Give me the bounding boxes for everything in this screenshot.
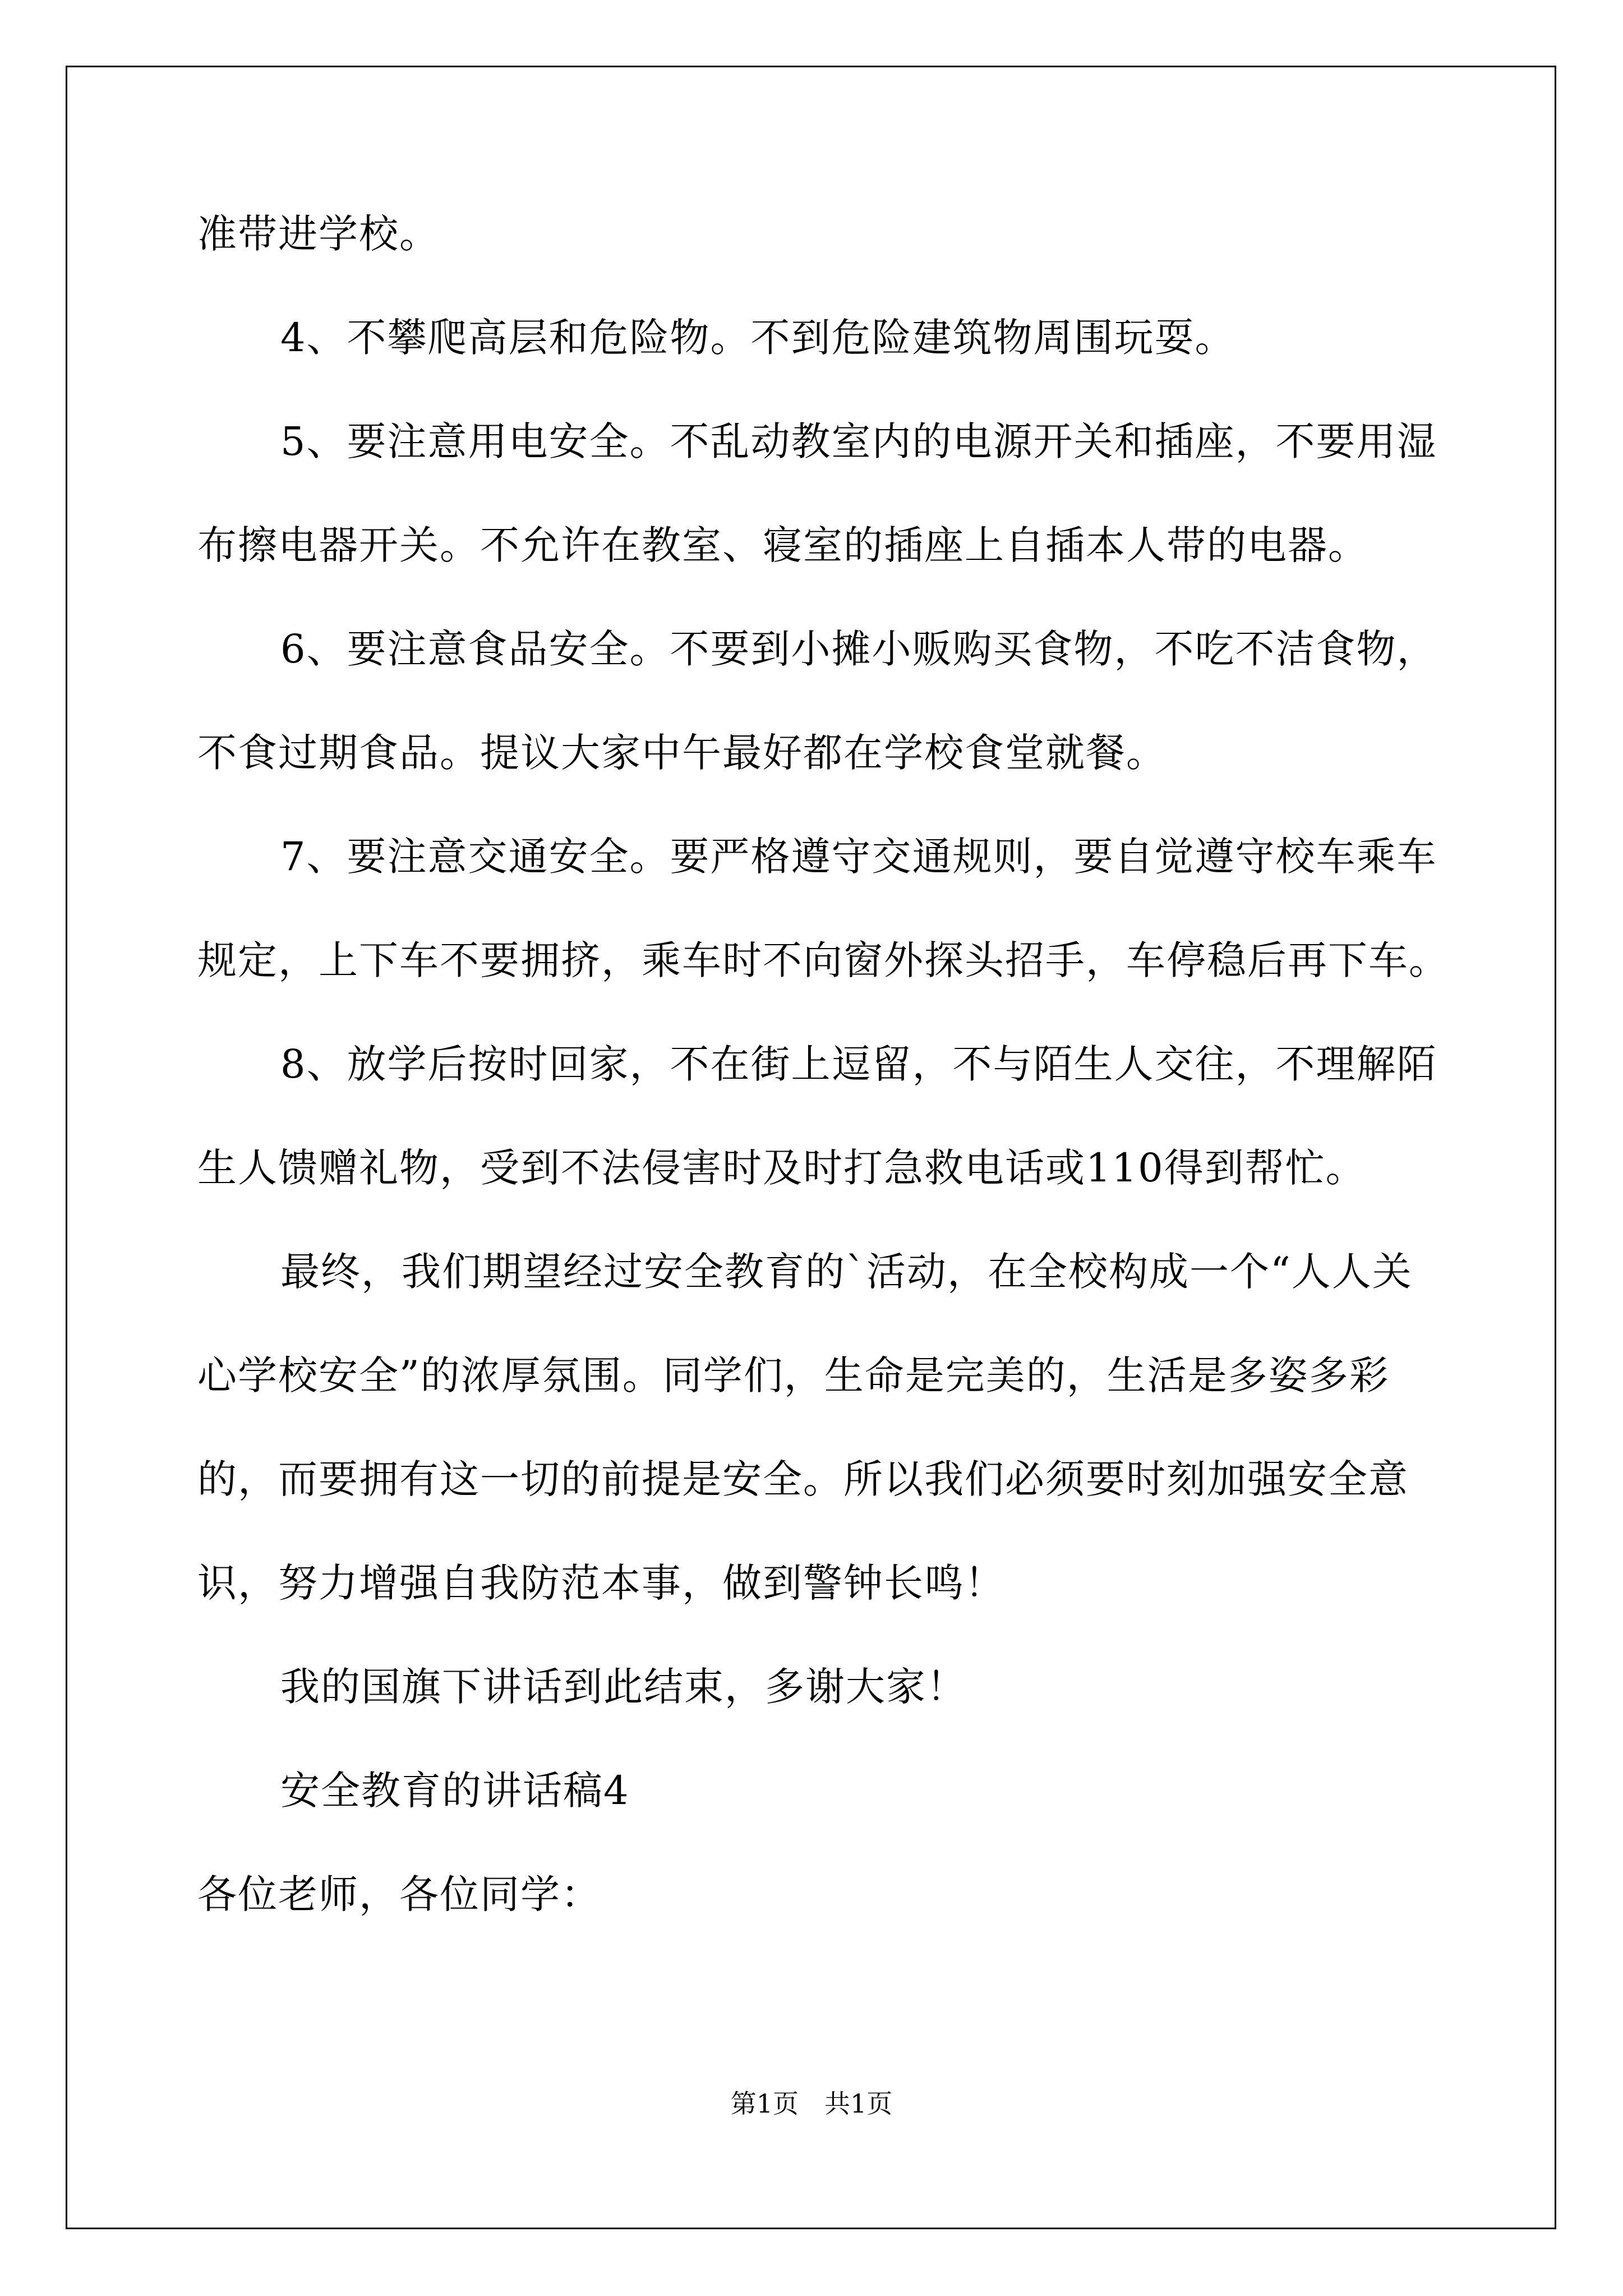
body-line: 5、要注意用电安全。不乱动教室内的电源开关和插座，不要用湿 xyxy=(280,418,1437,464)
body-line: 生人馈赠礼物，受到不法侵害时及时打急救电话或110得到帮忙。 xyxy=(197,1145,1366,1191)
body-line: 规定，上下车不要拥挤，乘车时不向窗外探头招手，车停稳后再下车。 xyxy=(197,937,1449,983)
body-line: 6、要注意食品安全。不要到小摊小贩购买食物，不吃不洁食物， xyxy=(280,626,1437,672)
body-line: 布擦电器开关。不允许在教室、寝室的插座上自插本人带的电器。 xyxy=(197,522,1368,568)
section-heading: 安全教育的讲话稿4 xyxy=(280,1768,630,1814)
body-line: 识，努力增强自我防范本事，做到警钟长鸣！ xyxy=(197,1560,1005,1606)
salutation: 各位老师，各位同学： xyxy=(197,1871,601,1917)
body-line: 不食过期食品。提议大家中午最好都在学校食堂就餐。 xyxy=(197,730,1166,776)
body-line: 4、不攀爬高层和危险物。不到危险建筑物周围玩耍。 xyxy=(280,315,1235,361)
page-number-footer: 第1页 共1页 xyxy=(730,2088,893,2119)
body-line: 最终，我们期望经过安全教育的`活动，在全校构成一个“人人关 xyxy=(280,1249,1413,1295)
body-line: 的，而要拥有这一切的前提是安全。所以我们必须要时刻加强安全意 xyxy=(197,1456,1409,1502)
body-line: 准带进学校。 xyxy=(197,211,440,257)
body-line: 7、要注意交通安全。要严格遵守交通规则，要自觉遵守校车乘车 xyxy=(280,834,1437,880)
body-line: 8、放学后按时回家，不在街上逗留，不与陌生人交往，不理解陌 xyxy=(280,1041,1437,1087)
body-line: 我的国旗下讲话到此结束，多谢大家！ xyxy=(280,1664,967,1710)
body-line: 心学校安全”的浓厚氛围。同学们，生命是完美的，生活是多姿多彩 xyxy=(197,1352,1390,1398)
